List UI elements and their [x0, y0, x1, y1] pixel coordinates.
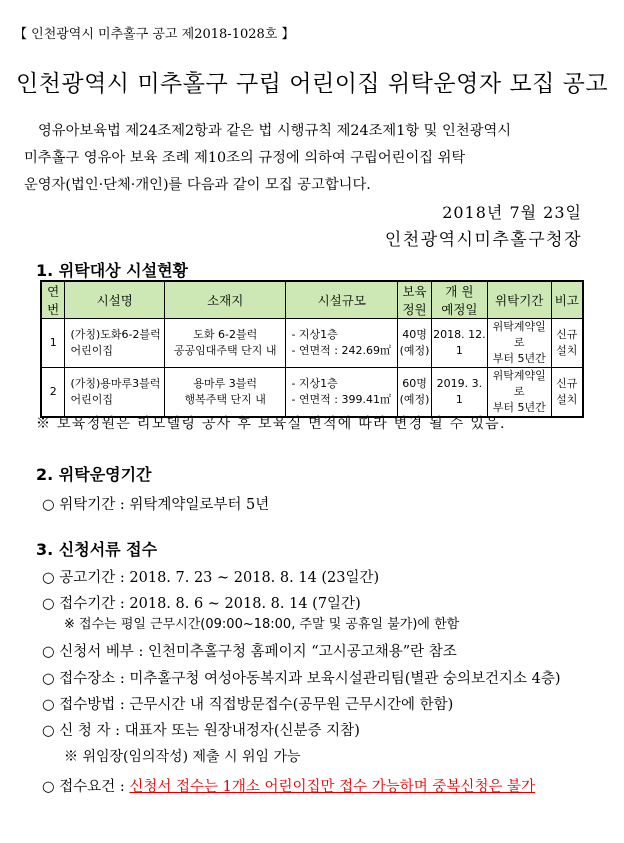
requirement-label: ○ 접수요건 : — [42, 779, 130, 795]
intro-paragraph — [24, 118, 512, 199]
item-notice-period: ○ 공고기간 : 2018. 7. 23 ~ 2018. 8. 14 (23일간) — [42, 570, 380, 586]
proxy-note: ※ 위임장(임의작성) 제출 시 위임 가능 — [64, 749, 301, 765]
item-form-distribution: ○ 신청서 베부 : 인천미추홀구청 홈페이지 “고시공고채용”란 참조 — [42, 644, 457, 660]
cell-open-date: 2018. 12. 1 — [431, 319, 487, 368]
section-heading-application: 3. 신청서류 접수 — [36, 540, 158, 559]
cell-no: 1 — [41, 319, 65, 368]
section-heading-facilities: 1. 위탁대상 시설현황 — [36, 261, 188, 280]
col-open-date: 개 원 예정일 — [431, 281, 487, 319]
cell-address: 용마루 3블럭 행복주택 단지 내 — [165, 368, 286, 418]
table-row — [41, 368, 583, 418]
cell-scale: - 지상1층 - 연면적 : 242.69㎡ — [286, 319, 398, 368]
section-heading-period: 2. 위탁운영기간 — [36, 465, 152, 484]
cell-name: (가칭)도화6-2블럭 어린이집 — [65, 319, 165, 368]
item-receipt-method: ○ 접수방법 : 근무시간 내 직접방문접수(공무원 근무시간에 한함) — [42, 697, 454, 713]
cell-address: 도화 6-2블럭 공공임대주택 단지 내 — [165, 319, 286, 368]
item-receipt-place: ○ 접수장소 : 미추홀구청 여성아동복지과 보육시설관리팀(별관 숭의보건지소 4층) — [42, 671, 561, 687]
item-requirement — [42, 775, 535, 796]
cell-remark: 신규 설치 — [551, 368, 583, 418]
col-name: 시설명 — [65, 281, 165, 319]
table-header-row — [41, 281, 583, 319]
col-remark: 비고 — [551, 281, 583, 319]
page-title: 인천광역시 미추홀구 구립 어린이집 위탁운영자 모집 공고 — [15, 71, 609, 97]
notice-number: 【 인천광역시 미추홀구 공고 제2018-1028호 】 — [14, 27, 295, 42]
intro-line-1: 영유아보육법 제24조제2항과 같은 법 시행규칙 제24조제1항 및 인천광역시 — [38, 123, 512, 139]
intro-line-3: 운영자(법인·단체·개인)를 다음과 같이 모집 공고합니다. — [24, 177, 371, 193]
item-contract-period: ○ 위탁기간 : 위탁계약일로부터 5년 — [42, 497, 270, 513]
col-no: 연 번 — [41, 281, 65, 319]
cell-name: (가칭)용마루3블럭 어린이집 — [65, 368, 165, 418]
col-address: 소재지 — [165, 281, 286, 319]
cell-period: 위탁계약일로 부터 5년간 — [487, 368, 551, 418]
col-scale: 시설규모 — [286, 281, 398, 319]
intro-line-2: 미추홀구 영유아 보육 조례 제10조의 규정에 의하여 구립어린이집 위탁 — [24, 150, 466, 166]
item-receipt-period: ○ 접수기간 : 2018. 8. 6 ~ 2018. 8. 14 (7일간) — [42, 596, 361, 612]
cell-period: 위탁계약일로 부터 5년간 — [487, 319, 551, 368]
cell-remark: 신규 설치 — [551, 319, 583, 368]
cell-open-date: 2019. 3. 1 — [431, 368, 487, 418]
cell-capacity: 40명 (예정) — [398, 319, 432, 368]
col-capacity: 보육 정원 — [398, 281, 432, 319]
receipt-hours-note: ※ 접수는 평일 근무시간(09:00~18:00, 주말 및 공휴일 불가)에 한함 — [64, 617, 460, 632]
notice-date: 2018년 7월 23일 — [442, 203, 582, 222]
table-row — [41, 319, 583, 368]
issuing-office: 인천광역시미추홀구청장 — [384, 230, 582, 250]
col-period: 위탁기간 — [487, 281, 551, 319]
requirement-warning: 신청서 접수는 1개소 어린이집만 접수 가능하며 중복신청은 불가 — [129, 779, 536, 795]
cell-no: 2 — [41, 368, 65, 418]
cell-scale: - 지상1층 - 연면적 : 399.41㎡ — [286, 368, 398, 418]
cell-capacity: 60명 (예정) — [398, 368, 432, 418]
capacity-note: ※ 보육정원은 리모델링 공사 후 보육실 면적에 따라 변경 될 수 있음. — [36, 416, 506, 432]
item-applicant: ○ 신 청 자 : 대표자 또는 원장내정자(신분증 지참) — [42, 723, 360, 739]
facility-table — [40, 280, 584, 418]
